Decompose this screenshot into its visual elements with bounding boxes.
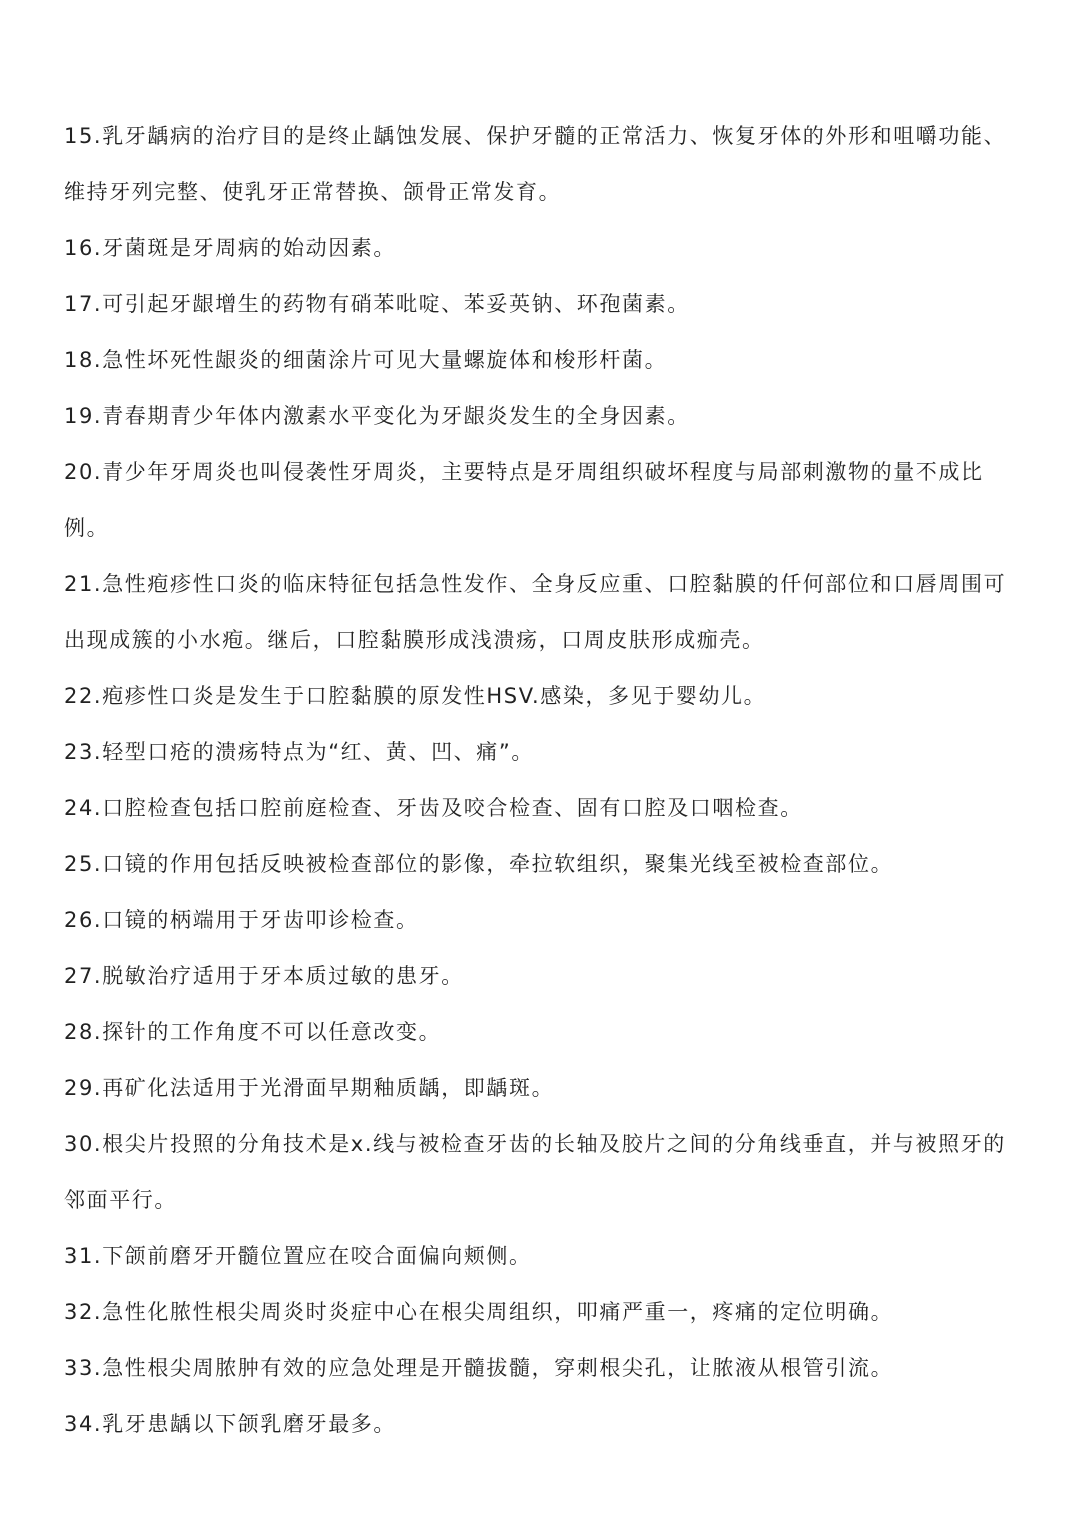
list-item: 31.下颌前磨牙开髓位置应在咬合面偏向颊侧。 bbox=[64, 1244, 532, 1268]
list-item: 34.乳牙患龋以下颌乳磨牙最多。 bbox=[64, 1412, 396, 1436]
list-item: 20.青少年牙周炎也叫侵袭性牙周炎，主要特点是牙周组织破坏程度与局部刺激物的量不成比例。 bbox=[64, 460, 984, 540]
list-item: 24.口腔检查包括口腔前庭检查、牙齿及咬合检查、固有口腔及口咽检查。 bbox=[64, 796, 803, 820]
list-item: 27.脱敏治疗适用于牙本质过敏的患牙。 bbox=[64, 964, 464, 988]
list-item: 29.再矿化法适用于光滑面早期釉质龋，即龋斑。 bbox=[64, 1076, 555, 1100]
list-item: 22.疱疹性口炎是发生于口腔黏膜的原发性HSV.感染，多见于婴幼儿。 bbox=[64, 684, 767, 708]
list-item: 17.可引起牙龈增生的药物有硝苯吡啶、苯妥英钠、环孢菌素。 bbox=[64, 292, 690, 316]
list-item: 30.根尖片投照的分角技术是x.线与被检查牙齿的长轴及胶片之间的分角线垂直，并与被照牙的邻面平行。 bbox=[64, 1132, 1006, 1212]
document-body bbox=[64, 108, 1014, 1452]
list-item: 26.口镜的柄端用于牙齿叩诊检查。 bbox=[64, 908, 419, 932]
list-item: 28.探针的工作角度不可以任意改变。 bbox=[64, 1020, 442, 1044]
list-item: 19.青春期青少年体内激素水平变化为牙龈炎发生的全身因素。 bbox=[64, 404, 690, 428]
list-item: 25.口镜的作用包括反映被检查部位的影像，牵拉软组织，聚集光线至被检查部位。 bbox=[64, 852, 894, 876]
list-item: 32.急性化脓性根尖周炎时炎症中心在根尖周组织，叩痛严重一，疼痛的定位明确。 bbox=[64, 1300, 894, 1324]
list-item: 18.急性坏死性龈炎的细菌涂片可见大量螺旋体和梭形杆菌。 bbox=[64, 348, 668, 372]
list-item: 23.轻型口疮的溃疡特点为“红、黄、凹、痛”。 bbox=[64, 740, 534, 764]
list-item: 16.牙菌斑是牙周病的始动因素。 bbox=[64, 236, 396, 260]
list-item: 21.急性疱疹性口炎的临床特征包括急性发作、全身反应重、口腔黏膜的仟何部位和口唇周围可出现成簇的小水疱。继后，口腔黏膜形成浅溃疡，口周皮肤形成痂壳。 bbox=[64, 572, 1007, 652]
list-item: 15.乳牙龋病的治疗目的是终止龋蚀发展、保护牙髓的正常活力、恢复牙体的外形和咀嚼功能、维持牙列完整、使乳牙正常替换、颌骨正常发育。 bbox=[64, 124, 1007, 204]
list-item: 33.急性根尖周脓肿有效的应急处理是开髓拔髓，穿刺根尖孔，让脓液从根管引流。 bbox=[64, 1356, 894, 1380]
